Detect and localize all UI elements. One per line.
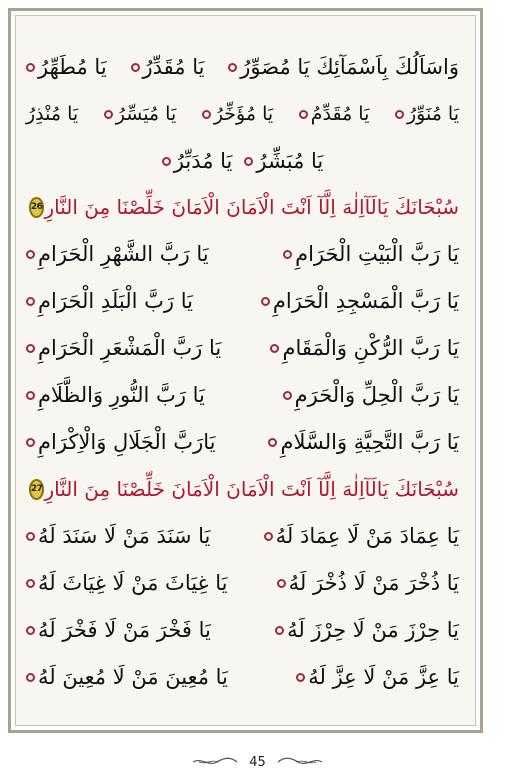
phrase (26, 103, 78, 125)
phrase (26, 571, 227, 595)
page-number: 45 (249, 754, 266, 770)
phrase (244, 149, 323, 173)
phrase-text: يَا عِزَّ مَنْ لَا عِزَّ لَهُ (308, 665, 459, 689)
verse-number-badge: 26 (29, 197, 45, 218)
text-line-7 (26, 325, 459, 371)
phrase-text: يَارَبَّ الْجَلَالِ وَالْاِكْرَامِ (38, 430, 216, 454)
phrase (228, 55, 459, 79)
verse-separator-icon (26, 673, 35, 682)
text-line-3 (26, 138, 459, 184)
text-line-13 (26, 607, 459, 653)
verse-separator-icon (26, 63, 35, 72)
verse-separator-icon (283, 250, 292, 259)
phrase-text: يَا مُقَدِّمُ (310, 103, 370, 125)
phrase (26, 289, 193, 313)
phrase (283, 383, 459, 407)
verse-separator-icon (26, 579, 35, 588)
phrase (283, 242, 459, 266)
verse-separator-icon (202, 110, 211, 119)
verse-separator-icon (26, 438, 35, 447)
text-line-11 (26, 513, 459, 559)
phrase-text: يَا مُبَشِّرُ (256, 149, 324, 173)
refrain-heading (26, 184, 459, 230)
text-line-9 (26, 419, 459, 465)
phrase-text: يَا مُقَدِّرُ (142, 55, 205, 79)
text-line-6 (26, 278, 459, 324)
phrase-text: يَا رَبَّ النُّورِ وَالظَّلَامِ (38, 383, 205, 407)
phrase-text: يَا رَبَّ الرُّكْنِ وَالْمَقَامِ (282, 336, 459, 360)
phrase (268, 430, 459, 454)
verse-separator-icon (264, 532, 273, 541)
phrase-text: يَا حِرْزَ مَنْ لَا حِرْزَ لَهُ (287, 618, 459, 642)
phrase-text: يَا رَبَّ التَّحِيَّةِ وَالسَّلَامِ (280, 430, 459, 454)
phrase (26, 524, 210, 548)
phrase (26, 336, 221, 360)
phrase-text: يَا رَبَّ الْبَيْتِ الْحَرَامِ (295, 242, 459, 266)
verse-separator-icon (26, 391, 35, 400)
verse-separator-icon (296, 673, 305, 682)
verse-separator-icon (270, 344, 279, 353)
page-footer (0, 752, 515, 772)
phrase-text: يَا مُعِينَ مَنْ لَا مُعِينَ لَهُ (38, 665, 228, 689)
verse-separator-icon (162, 157, 171, 166)
verse-separator-icon (277, 579, 286, 588)
phrase (26, 618, 211, 642)
verse-separator-icon (244, 157, 253, 166)
ornament-right-icon (276, 756, 324, 768)
verse-separator-icon (228, 63, 237, 72)
phrase-text: يَا مُؤَخِّرُ (213, 103, 274, 125)
verse-separator-icon (131, 63, 140, 72)
refrain-text: سُبْحَانَكَ يَالَآاِلٰهَ اِلَّآ اَنْتَ الْاَمَانَ الْاَمَانَ خَلِّصْنَا مِنَ النَّارِ (44, 195, 459, 219)
verse-separator-icon (283, 391, 292, 400)
phrase-text: يَا مُدَبِّرُ (173, 149, 233, 173)
phrase (261, 289, 459, 313)
verse-separator-icon (26, 344, 35, 353)
phrase-text: يَا مُطَهِّرُ (38, 55, 107, 79)
text-line-5 (26, 231, 459, 277)
phrase (202, 103, 273, 125)
phrase-text: يَا غِيَاثَ مَنْ لَا غِيَاثَ لَهُ (38, 571, 228, 595)
text-line-14 (26, 654, 459, 700)
phrase (277, 571, 459, 595)
verse-separator-icon (26, 250, 35, 259)
verse-separator-icon (26, 532, 35, 541)
phrase-text: يَا مُنَوِّرُ (406, 103, 459, 125)
phrase-text: يَا مُنْذِرُ (26, 103, 79, 125)
refrain-text: سُبْحَانَكَ يَالَآاِلٰهَ اِلَّآ اَنْتَ الْاَمَانَ الْاَمَانَ خَلِّصْنَا مِنَ النَّارِ (44, 477, 459, 501)
phrase-text: وَاسَاَلُكَ بِاَسْمَآئِكَ يَا مُصَوِّرُ (240, 55, 459, 79)
phrase (264, 524, 459, 548)
phrase (299, 103, 370, 125)
verse-separator-icon (26, 626, 35, 635)
verse-separator-icon (275, 626, 284, 635)
verse-separator-icon (395, 110, 404, 119)
text-line-8 (26, 372, 459, 418)
phrase (104, 103, 176, 125)
verse-separator-icon (299, 110, 308, 119)
phrase (26, 55, 107, 79)
verse-separator-icon (26, 297, 35, 306)
phrase-text: يَا رَبَّ الْبَلَدِ الْحَرَامِ (38, 289, 193, 313)
phrase (162, 149, 233, 173)
phrase-text: يَا مُيَسِّرُ (115, 103, 177, 125)
ornament-left-icon (191, 756, 239, 768)
text-line-1 (26, 44, 459, 90)
phrase-text: يَا ذُخْرَ مَنْ لَا ذُخْرَ لَهُ (288, 571, 459, 595)
verse-number-badge: 27 (29, 479, 45, 500)
phrase-text: يَا رَبَّ الْحِلِّ وَالْحَرَمِ (294, 383, 459, 407)
verse-separator-icon (261, 297, 270, 306)
phrase-text: يَا سَنَدَ مَنْ لَا سَنَدَ لَهُ (38, 524, 211, 548)
phrase (270, 336, 459, 360)
phrase (395, 103, 459, 125)
phrase (26, 383, 205, 407)
phrase (26, 665, 228, 689)
phrase (26, 430, 215, 454)
phrase-text: يَا رَبَّ الْمَشْعَرِ الْحَرَامِ (38, 336, 222, 360)
phrase-text: يَا رَبَّ الشَّهْرِ الْحَرَامِ (38, 242, 209, 266)
text-line-12 (26, 560, 459, 606)
phrase (26, 242, 209, 266)
phrase-text: يَا فَخْرَ مَنْ لَا فَخْرَ لَهُ (38, 618, 211, 642)
phrase-text: يَا عِمَادَ مَنْ لَا عِمَادَ لَهُ (275, 524, 459, 548)
phrase (275, 618, 459, 642)
verse-separator-icon (268, 438, 277, 447)
text-line-2 (26, 91, 459, 137)
phrase-text: يَا رَبَّ الْمَسْجِدِ الْحَرَامِ (272, 289, 459, 313)
refrain-heading (26, 466, 459, 512)
phrase (296, 665, 459, 689)
phrase (131, 55, 205, 79)
verse-separator-icon (104, 110, 113, 119)
